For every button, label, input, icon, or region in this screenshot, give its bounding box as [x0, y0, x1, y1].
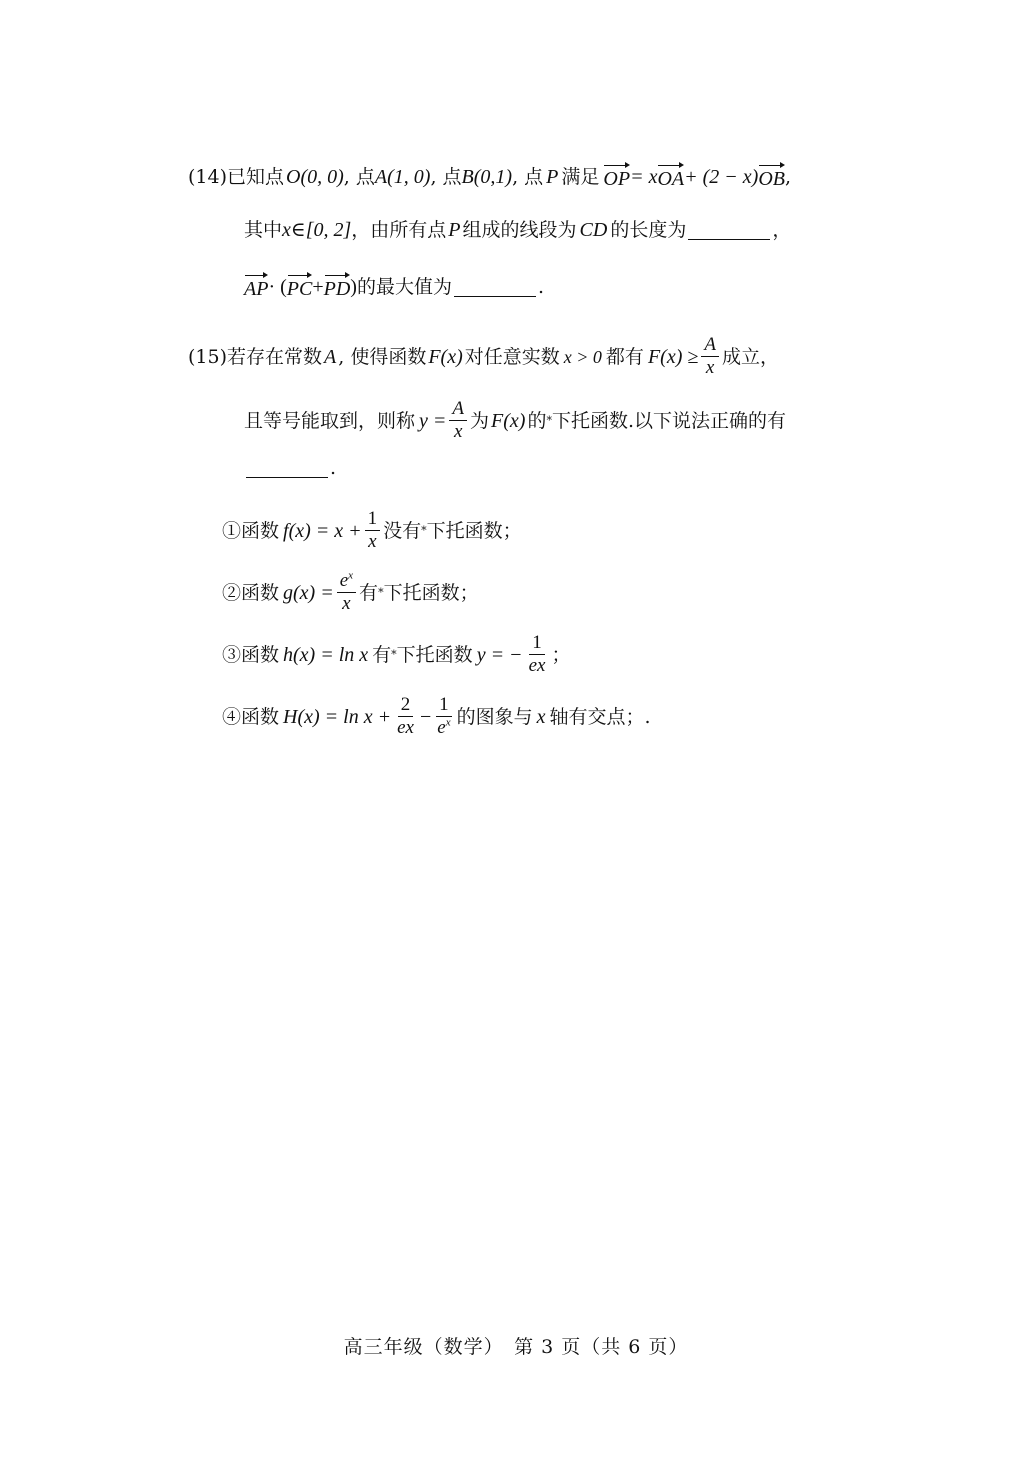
- minus-sign: −: [419, 705, 432, 728]
- vector-ap: AP: [244, 273, 268, 301]
- point-p: P: [448, 219, 461, 241]
- q14-line-2: [244, 218, 791, 242]
- fraction-denominator: x: [342, 593, 351, 614]
- vector-ob: OB: [758, 163, 785, 191]
- x-variable: x: [536, 705, 546, 728]
- q15-text: 的: [527, 409, 547, 432]
- q14-text: ,: [785, 166, 792, 188]
- segment-cd: CD: [579, 219, 608, 241]
- fraction: [434, 694, 453, 739]
- point-o: O(0, 0): [286, 166, 344, 188]
- fraction: [337, 570, 356, 615]
- expression: f(x) = x +: [283, 519, 362, 542]
- equation-part: = x: [630, 166, 658, 188]
- q14-text: 组成的线段为: [462, 219, 577, 241]
- answer-blank: [688, 221, 770, 240]
- q15-text: 若存在常数: [227, 345, 323, 368]
- fraction-numerator: [337, 570, 356, 593]
- option-marker: ③函数: [222, 643, 280, 666]
- q14-text: ，: [772, 219, 792, 241]
- equation-part: ): [350, 276, 357, 298]
- q14-line-3: [244, 273, 544, 301]
- q15-text: 对任意实数: [464, 345, 560, 368]
- fraction-denominator: x: [368, 531, 377, 552]
- point-a: A(1, 0): [374, 166, 431, 188]
- fraction-numerator: A: [701, 334, 719, 357]
- q14-text: ，由所有点: [351, 219, 447, 241]
- option-text: 有: [372, 643, 392, 666]
- option-marker: ①函数: [222, 519, 280, 542]
- vector-pc: PC: [287, 273, 313, 301]
- q15-text: 为: [470, 409, 490, 432]
- q14-text: 的长度为: [610, 219, 687, 241]
- q14-text: 其中: [244, 219, 283, 241]
- q15-line-3: [244, 456, 336, 480]
- fraction: [701, 334, 719, 379]
- fraction-denominator: x: [705, 357, 715, 378]
- page-footer: 高三年级（数学） 第 3 页（共 6 页）: [343, 1336, 689, 1358]
- option-text: 下托函数: [396, 643, 473, 666]
- vector-pd: PD: [324, 273, 351, 301]
- q15-line-1: [188, 334, 779, 379]
- fraction-denominator: x: [453, 421, 463, 442]
- point-p: P: [546, 166, 559, 188]
- expression: H(x) = ln x +: [283, 705, 392, 728]
- fraction: [365, 508, 381, 553]
- function-f: F(x): [428, 345, 463, 368]
- fraction-numerator: 2: [398, 694, 414, 717]
- q14-text: , 点: [512, 166, 544, 188]
- option-marker: ④函数: [222, 705, 280, 728]
- equation-part: + (2 − x): [684, 166, 759, 188]
- expression: g(x) =: [283, 581, 334, 604]
- vector-op: OP: [603, 163, 630, 191]
- base-e: e: [339, 570, 349, 591]
- expression: h(x) = ln x: [283, 643, 369, 666]
- option-3: ③函数 h(x) = ln x 有 * 下托函数 y = − $\frac{1}{ex}$ ；: [222, 632, 571, 676]
- q15-text: .: [330, 457, 337, 479]
- fraction: [394, 694, 417, 739]
- base-e: e: [437, 717, 446, 738]
- fraction-numerator: 1: [365, 508, 381, 531]
- option-text: 没有: [383, 519, 422, 542]
- option-1: ①函数 f(x) = x + $\frac{1}{x}$ 没有 * 下托函数；: [222, 508, 522, 552]
- q14-text: 满足: [561, 166, 600, 188]
- q14-text: , 点: [430, 166, 462, 188]
- answer-blank: [454, 278, 536, 297]
- option-text: 下托函数；: [383, 581, 479, 604]
- function-f: F(x): [491, 409, 526, 432]
- answer-blank: [246, 459, 328, 478]
- q15-line-2: 且等号能取到，则称 y = $\frac{A}{x}$ 为 F(x) 的 * 下托函数.以下说法正确的有: [244, 398, 786, 442]
- constant-a: A: [324, 345, 337, 368]
- q15-text: 成立，: [721, 345, 779, 368]
- q15-number: (15): [188, 345, 228, 368]
- equation-part: y =: [419, 409, 447, 432]
- fraction: [449, 398, 467, 443]
- exponent: x: [348, 569, 354, 582]
- option-2: ②函数 g(x) = $\frac{e^x}{x}$ 有 * 下托函数；: [222, 569, 479, 614]
- fraction-numerator: 1: [529, 632, 545, 655]
- expression: y = −: [476, 643, 523, 666]
- q15-text: 都有: [605, 345, 644, 368]
- q14-text: .: [537, 276, 545, 298]
- q14-number: (14): [188, 166, 228, 188]
- q15-text: , 使得函数: [338, 345, 427, 368]
- equation-part: +: [312, 276, 324, 298]
- fraction-denominator: ex: [397, 717, 414, 738]
- option-text: ；: [551, 643, 571, 666]
- vector-oa: OA: [657, 163, 684, 191]
- point-b: B(0,1): [461, 166, 513, 188]
- q15-text: 下托函数.以下说法正确的有: [551, 409, 786, 432]
- inequality: F(x) ≥: [647, 345, 699, 368]
- q14-line-1: [188, 163, 791, 191]
- condition: x∈[0, 2]: [282, 219, 352, 241]
- fraction-numerator: 1: [436, 694, 452, 717]
- q14-text: 的最大值为: [356, 276, 452, 298]
- option-text: 的图象与: [456, 705, 533, 728]
- option-marker: ②函数: [222, 581, 280, 604]
- fraction: [526, 632, 549, 677]
- equation-part: · (: [268, 276, 287, 298]
- q14-text: 已知点: [227, 166, 285, 188]
- exponent: x: [445, 716, 451, 729]
- option-4: [222, 694, 651, 739]
- fraction-numerator: A: [449, 398, 467, 421]
- option-text: 有: [359, 581, 379, 604]
- q14-text: , 点: [343, 166, 375, 188]
- option-text: 轴有交点；.: [549, 705, 651, 728]
- condition: x > 0: [563, 346, 602, 367]
- fraction-denominator: ex: [528, 655, 546, 676]
- option-text: 下托函数；: [426, 519, 522, 542]
- q15-text: 且等号能取到，则称: [244, 409, 416, 432]
- fraction-denominator: [434, 717, 453, 739]
